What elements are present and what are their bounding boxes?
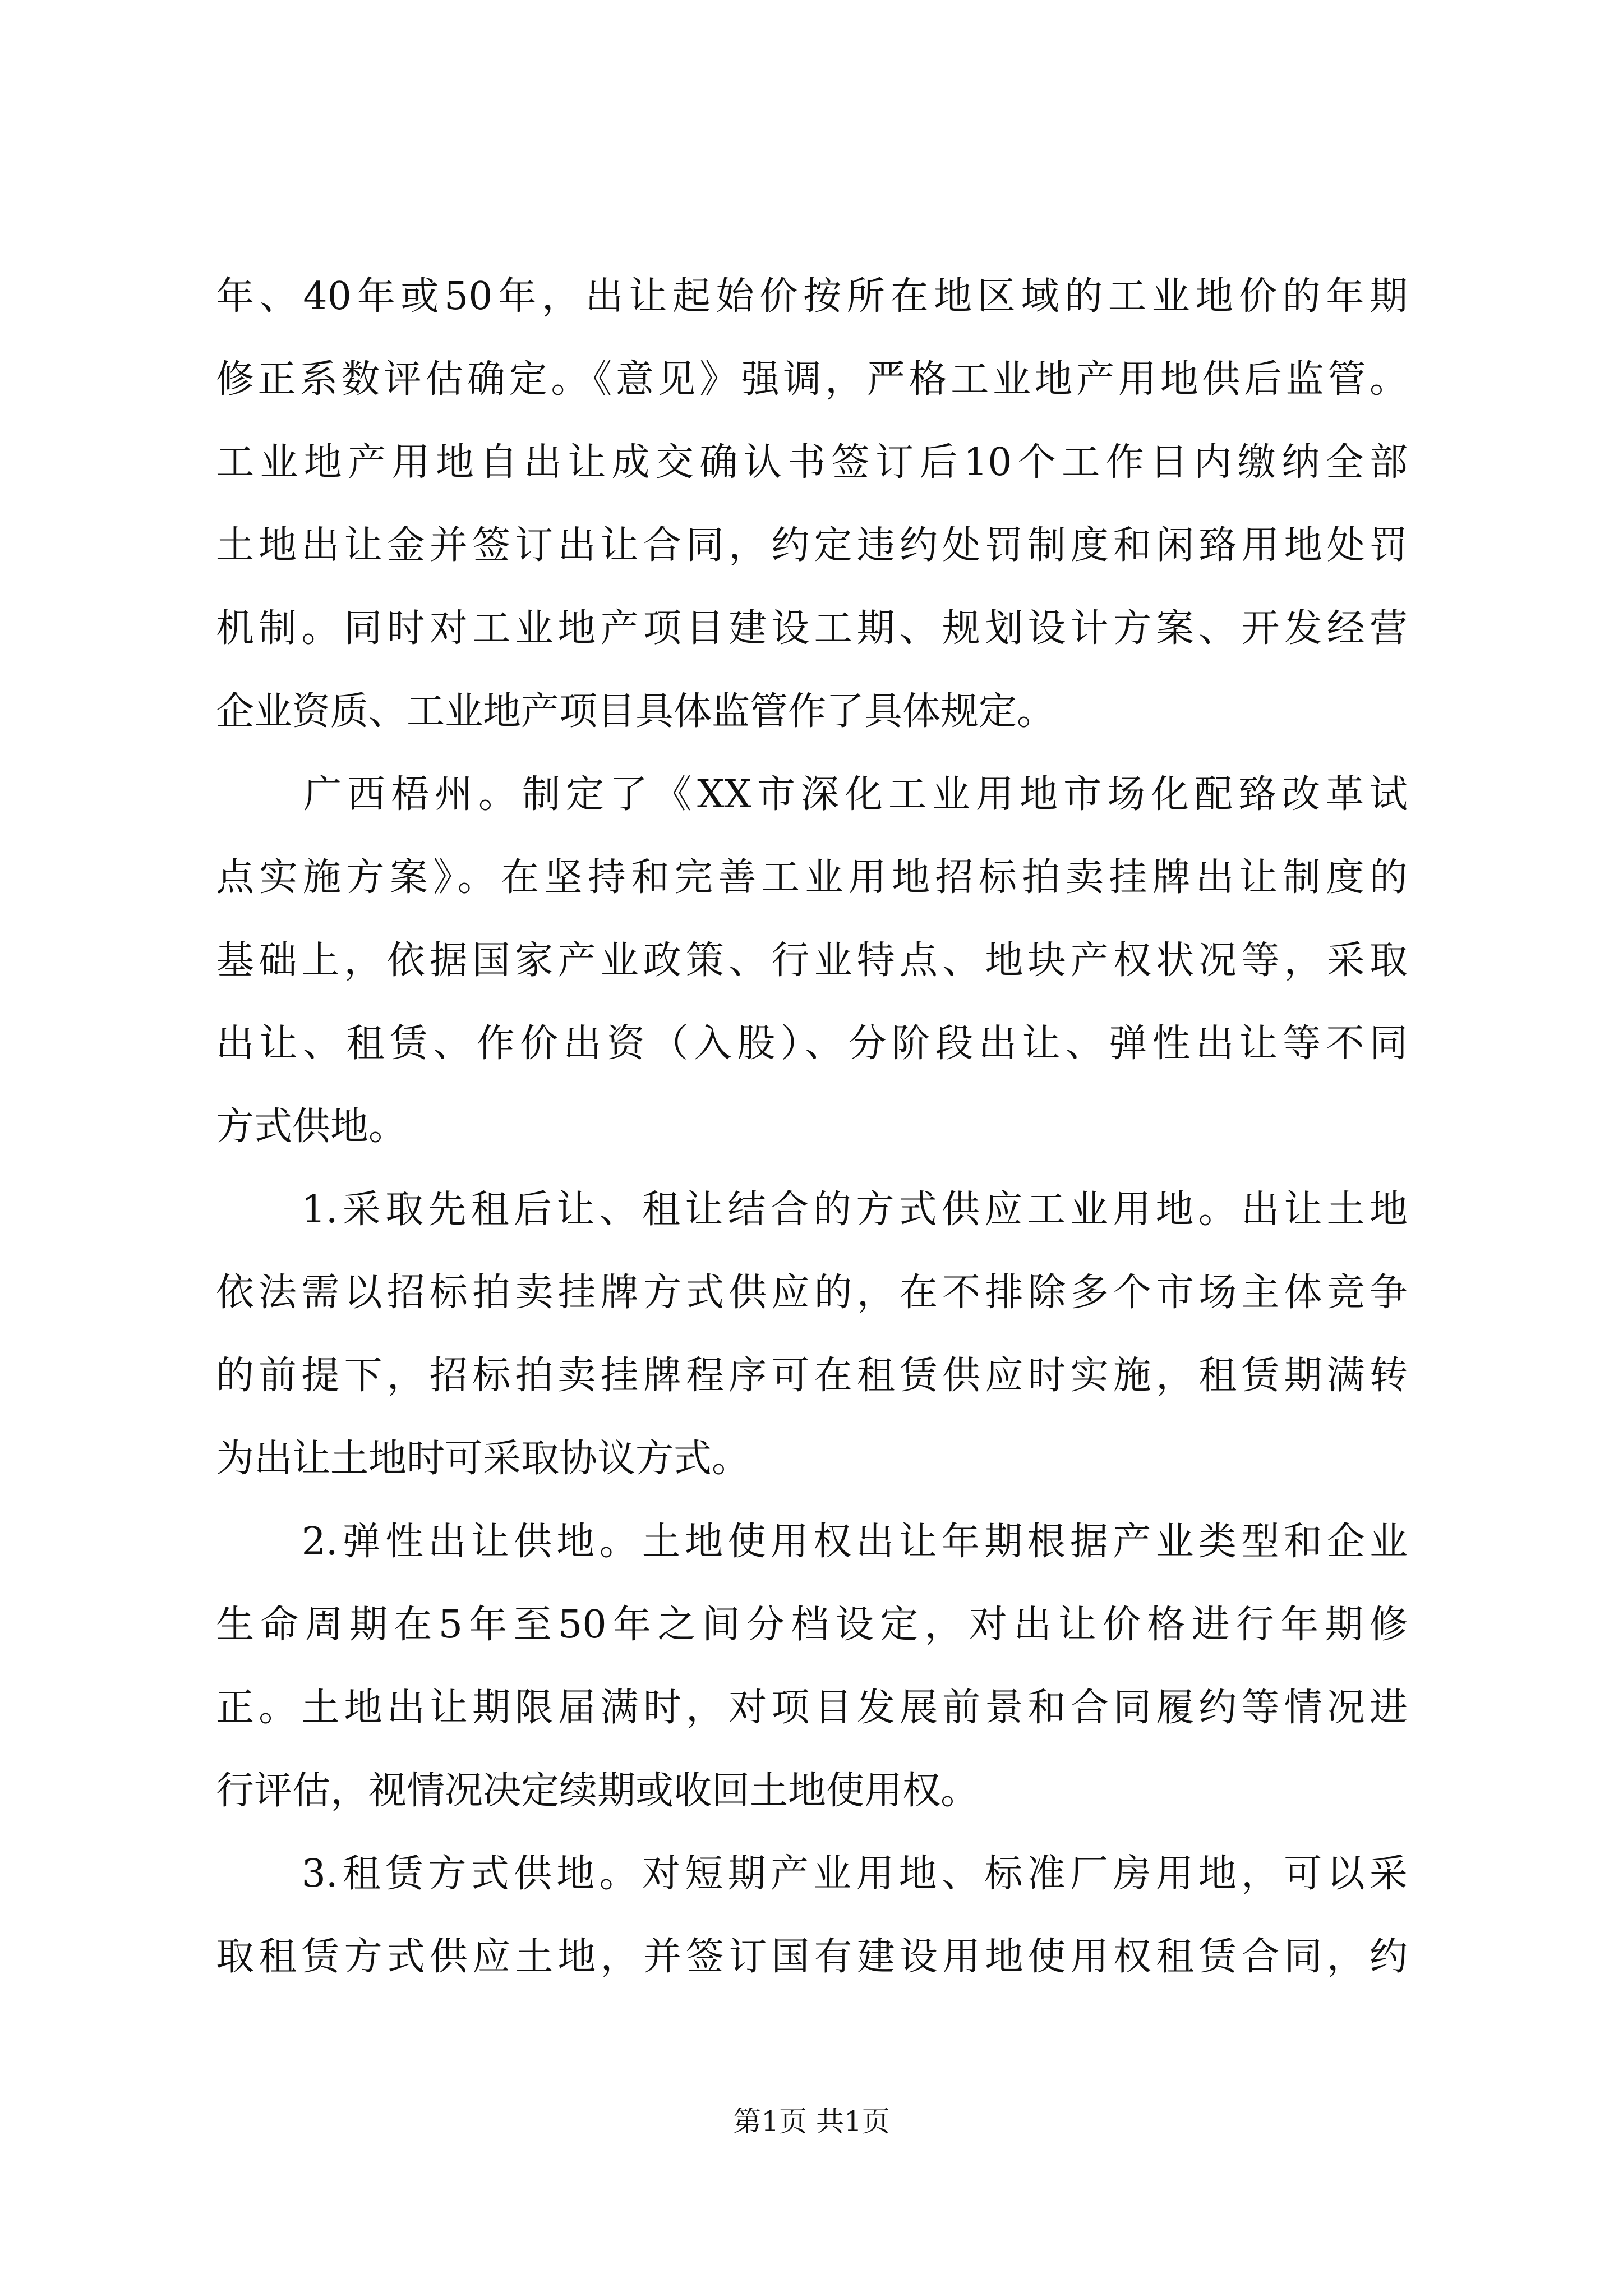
text-line: 工业地产用地自出让成交确认书签订后10个工作日内缴纳全部 xyxy=(216,440,1408,485)
text-line: 点实施方案》。在坚持和完善工业用地招标拍卖挂牌出让制度的 xyxy=(216,855,1408,900)
page-footer: 第1页 共1页 xyxy=(733,2105,890,2138)
text-line: 行评估，视情况决定续期或收回土地使用权。 xyxy=(216,1769,979,1813)
text-line: 为出让土地时可采取协议方式。 xyxy=(216,1437,750,1481)
text-line: 企业资质、工业地产项目具体监管作了具体规定。 xyxy=(216,689,1055,734)
text-line: 机制。同时对工业地产项目建设工期、规划设计方案、开发经营 xyxy=(216,606,1408,651)
text-line: 修正系数评估确定。《意见》强调，严格工业地产用地供后监管。 xyxy=(216,357,1408,402)
text-line: 出让、租赁、作价出资（入股）、分阶段出让、弹性出让等不同 xyxy=(216,1022,1408,1066)
document-body xyxy=(216,255,1408,1999)
text-line: 正。土地出让期限届满时，对项目发展前景和合同履约等情况进 xyxy=(216,1686,1408,1730)
text-line: 广西梧州。制定了《XX市深化工业用地市场化配臵改革试 xyxy=(216,772,1408,817)
text-line: 方式供地。 xyxy=(216,1105,407,1149)
text-line: 土地出让金并签订出让合同，约定违约处罚制度和闲臵用地处罚 xyxy=(216,523,1408,568)
text-line: 依法需以招标拍卖挂牌方式供应的，在不排除多个市场主体竞争 xyxy=(216,1271,1408,1315)
text-line: 年、40年或50年，出让起始价按所在地区域的工业地价的年期 xyxy=(216,274,1408,319)
text-line: 取租赁方式供应土地，并签订国有建设用地使用权租赁合同，约 xyxy=(216,1935,1408,1979)
text-line: 2.弹性出让供地。土地使用权出让年期根据产业类型和企业 xyxy=(216,1520,1408,1564)
text-line: 3.租赁方式供地。对短期产业用地、标准厂房用地，可以采 xyxy=(216,1852,1408,1896)
text-line: 的前提下，招标拍卖挂牌程序可在租赁供应时实施，租赁期满转 xyxy=(216,1354,1408,1398)
text-line: 基础上，依据国家产业政策、行业特点、地块产权状况等，采取 xyxy=(216,938,1408,983)
text-line: 生命周期在5年至50年之间分档设定，对出让价格进行年期修 xyxy=(216,1603,1408,1647)
text-line: 1.采取先租后让、租让结合的方式供应工业用地。出让土地 xyxy=(216,1188,1408,1232)
